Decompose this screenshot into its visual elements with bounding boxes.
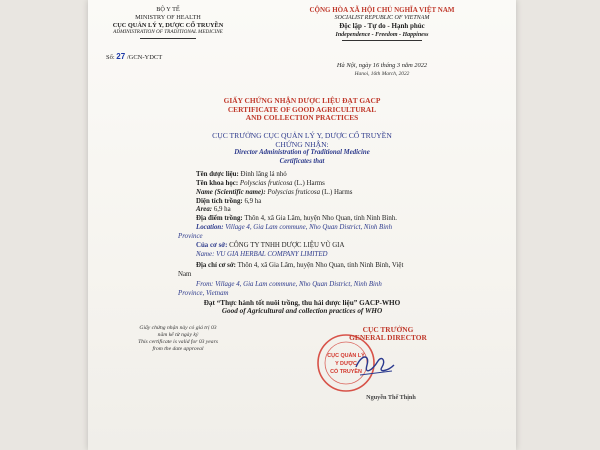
title-vi: GIẤY CHỨNG NHẬN DƯỢC LIỆU ĐẠT GACP [223, 96, 381, 105]
gacp-statement-vi: Đạt “Thực hành tốt nuôi trồng, thu hái dược liệu” GACP-WHO [203, 299, 401, 307]
issue-date-en: Hanoi, 16th March, 2022 [354, 71, 410, 77]
location-en-row [196, 224, 392, 232]
director-vi-line2: CHỨNG NHẬN: [275, 139, 329, 149]
address-value-cont: Nam [178, 271, 192, 278]
area-label: Diện tích trồng: [196, 198, 243, 205]
herb-name-label: Tên dược liệu: [196, 171, 239, 178]
department-en: ADMINISTRATION OF TRADITIONAL MEDICINE [113, 29, 223, 36]
facility-label: Của cơ sở: [196, 242, 228, 249]
area-value: 6,9 ha [244, 198, 262, 205]
location-en-value-cont: Province [178, 233, 203, 240]
header-underline [140, 38, 196, 39]
address-label: Địa chỉ cơ sở: [196, 262, 236, 269]
scientific-name-en-label: Name (Scientific name): [196, 189, 266, 196]
address-value: Thôn 4, xã Gia Lâm, huyện Nho Quan, tỉnh Ninh Bình, Việt [237, 262, 404, 269]
area-en-value: 6,9 ha [213, 206, 231, 213]
validity-en-line2: from the date approval [152, 346, 204, 352]
area-row [196, 198, 261, 206]
facility-row [196, 242, 344, 250]
location-en-row-cont [178, 233, 203, 241]
svg-text:Y DƯỢC: Y DƯỢC [335, 361, 357, 367]
certificate-document [88, 0, 516, 450]
scientific-name-author: (L.) Harms [294, 180, 325, 187]
svg-text:CỔ TRUYỀN: CỔ TRUYỀN [330, 369, 362, 375]
facility-en-row [196, 251, 328, 259]
herb-name-row [196, 171, 287, 179]
location-en-label: Location: [196, 224, 224, 231]
validity-note [103, 325, 253, 353]
location-row [196, 215, 397, 223]
area-en-label: Area: [196, 206, 213, 213]
director-vi-line1: CỤC TRƯỞNG CỤC QUẢN LÝ Y, DƯỢC CỔ TRUYỀN [212, 131, 392, 140]
motto-underline [342, 40, 422, 41]
scientific-name-en-row [196, 189, 352, 197]
location-label: Địa điểm trồng: [196, 215, 243, 222]
scientific-name-genus: Polyscias fruticosa [239, 180, 293, 187]
doc-number-prefix: Số: [106, 54, 115, 61]
signatory-name: Nguyễn Thế Thịnh [366, 394, 416, 401]
title-en-line1: CERTIFICATE OF GOOD AGRICULTURAL [227, 104, 377, 114]
issuing-authority-header [88, 6, 248, 39]
national-header [248, 6, 516, 41]
country-name-en: SOCIALIST REPUBLIC OF VIETNAM [334, 15, 430, 22]
facility-en-value: VU GIA HERBAL COMPANY LIMITED [216, 251, 328, 258]
ministry-en: MINISTRY OF HEALTH [135, 13, 201, 21]
from-value-cont: Province, Vietnam [178, 290, 229, 297]
address-row-cont [178, 271, 191, 279]
area-en-row [196, 206, 231, 214]
from-label: From: [196, 281, 214, 288]
issue-date-vi: Hà Nội, ngày 16 tháng 3 năm 2022 [336, 62, 428, 69]
motto-en: Independence - Freedom - Happiness [335, 31, 429, 38]
ministry-vi: BỘ Y TẾ [156, 6, 180, 13]
title-en-line2: AND COLLECTION PRACTICES [245, 113, 359, 123]
doc-number-handwritten: 27 [116, 52, 126, 61]
validity-en-line1: This certificate is valid for 03 years [138, 339, 218, 345]
department-vi: CỤC QUẢN LÝ Y, DƯỢC CỔ TRUYỀN [112, 21, 224, 29]
certificate-title [88, 97, 516, 123]
location-en-value: Village 4, Gia Lam commune, Nho Quan District, Ninh Binh [225, 224, 393, 231]
director-en-line1: Director Administration of Traditional Medicine [234, 149, 370, 157]
director-en-line2: Certificates that [279, 157, 325, 165]
scientific-name-en-author: (L.) Harms [321, 189, 353, 196]
validity-vi-line1: Giấy chứng nhận này có giá trị 03 [139, 325, 217, 331]
country-name-vi: CỘNG HÒA XÃ HỘI CHỦ NGHĨA VIỆT NAM [309, 6, 455, 14]
validity-vi-line2: năm kể từ ngày ký [157, 332, 199, 338]
signatory-title [318, 326, 458, 343]
from-row [196, 281, 382, 289]
herb-name-value: Đinh lăng lá nhỏ [240, 171, 287, 178]
scientific-name-en-genus: Polyscias fruticosa [267, 189, 321, 196]
doc-number-suffix: /GCN-YDCT [126, 54, 163, 61]
facility-value: CÔNG TY TNHH DƯỢC LIỆU VŨ GIA [229, 242, 345, 249]
signatory-title-en: GENERAL DIRECTOR [349, 333, 427, 343]
scientific-name-label: Tên khoa học: [196, 180, 239, 187]
address-row [196, 262, 403, 270]
motto-vi: Độc lập - Tự do - Hạnh phúc [339, 22, 425, 31]
gacp-statement-en: Good of Agricultural and collection practices of WHO [221, 307, 383, 316]
gacp-statement [88, 299, 516, 316]
scientific-name-row [196, 180, 325, 188]
svg-text:CỤC QUẢN LÝ: CỤC QUẢN LÝ [327, 353, 365, 359]
document-number [106, 52, 162, 61]
from-row-cont [178, 290, 229, 298]
location-value: Thôn 4, xã Gia Lâm, huyện Nho Quan, tỉnh Ninh Bình. [244, 215, 398, 222]
from-value: Village 4, Gia Lam commune, Nho Quan District, Ninh Binh [215, 281, 382, 288]
signatory-title-vi: CỤC TRƯỞNG [362, 325, 414, 334]
director-statement [88, 132, 516, 166]
facility-en-label: Name: [196, 251, 215, 258]
